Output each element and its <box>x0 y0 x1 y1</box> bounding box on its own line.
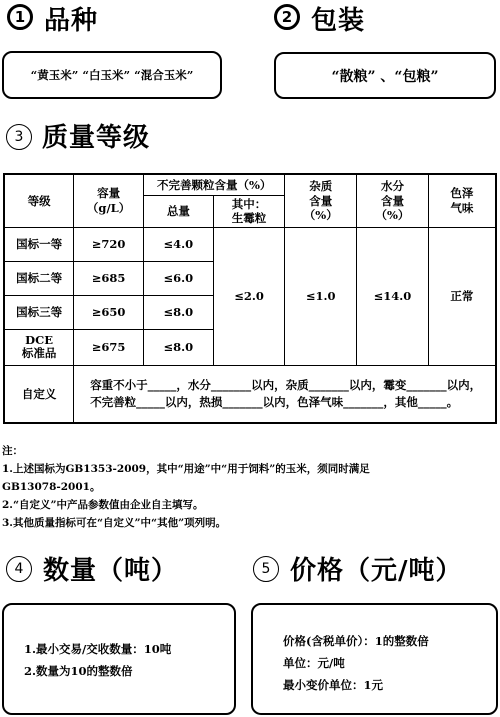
packaging-text: “散粮” 、“包粮” <box>331 68 439 85</box>
price-line-2: 单位：元/吨 <box>283 656 345 670</box>
header-grade: 等级 <box>4 174 74 227</box>
price-line-3: 最小变价单位：1元 <box>283 678 384 692</box>
quantity-box <box>2 603 236 715</box>
quality-table <box>3 173 497 424</box>
row-density: ≥675 <box>74 329 144 365</box>
header-color: 色泽 气味 <box>428 174 496 227</box>
header-imperfect: 不完善颗粒含量（%） <box>143 174 284 195</box>
row-density: ≥685 <box>74 261 144 295</box>
price-box <box>251 603 498 715</box>
row-grade: 国标二等 <box>4 261 74 295</box>
row-total: ≤8.0 <box>143 329 213 365</box>
row-grade: 国标三等 <box>4 295 74 329</box>
header-mold: 其中： 生霉粒 <box>213 195 285 227</box>
quantity-line-2: 2.数量为10的整数倍 <box>24 664 133 678</box>
section-number-5: 5 <box>253 556 279 582</box>
section-number-3: 3 <box>6 124 32 150</box>
header-total: 总量 <box>143 195 213 227</box>
notes-line-3: 3.其他质量指标可在“自定义”中“其他”项列明。 <box>2 517 227 529</box>
row-grade: DCE 标准品 <box>4 329 74 365</box>
section-number-2: 2 <box>274 4 300 30</box>
moisture-value: ≤14.0 <box>357 227 429 365</box>
header-moisture: 水分 含量 （%） <box>357 174 429 227</box>
notes <box>2 442 498 532</box>
section-title-quality: 质量等级 <box>42 123 151 153</box>
section-number-4: 4 <box>6 556 32 582</box>
color-value: 正常 <box>428 227 496 365</box>
row-total: ≤8.0 <box>143 295 213 329</box>
section-title-price: 价格（元/吨） <box>290 556 463 586</box>
section-title-quantity: 数量（吨） <box>43 556 179 586</box>
variety-text: “黄玉米” “白玉米” “混合玉米” <box>30 68 194 82</box>
packaging-box <box>274 52 496 99</box>
header-impurity: 杂质 含量 （%） <box>285 174 357 227</box>
section-title-packaging: 包装 <box>311 6 366 36</box>
variety-box <box>2 51 222 99</box>
row-total: ≤6.0 <box>143 261 213 295</box>
notes-title: 注： <box>2 445 23 457</box>
price-line-1: 价格(含税单价）：1的整数倍 <box>283 634 429 648</box>
custom-text: 容重不小于_____，水分_______以内，杂质_______以内，霉变_______以内，不完善粒_____以内，热损_______以内，色泽气味_______，其他_____。 <box>74 365 496 423</box>
section-number-1: 1 <box>7 4 33 30</box>
quantity-line-1: 1.最小交易/交收数量：10吨 <box>24 642 172 656</box>
mold-value: ≤2.0 <box>213 227 285 365</box>
header-bulk-density: 容量 （g/L） <box>74 174 144 227</box>
row-total: ≤4.0 <box>143 227 213 261</box>
notes-line-1: 1.上述国标为GB1353-2009，其中“用途”中“用于饲料”的玉米，须同时满足 <box>2 463 370 475</box>
row-density: ≥650 <box>74 295 144 329</box>
impurity-value: ≤1.0 <box>285 227 357 365</box>
notes-line-1b: GB13078-2001。 <box>2 481 101 493</box>
row-grade: 国标一等 <box>4 227 74 261</box>
notes-line-2: 2.“自定义”中产品参数值由企业自主填写。 <box>2 499 204 511</box>
section-title-variety: 品种 <box>44 6 99 36</box>
custom-label: 自定义 <box>4 365 74 423</box>
row-density: ≥720 <box>74 227 144 261</box>
